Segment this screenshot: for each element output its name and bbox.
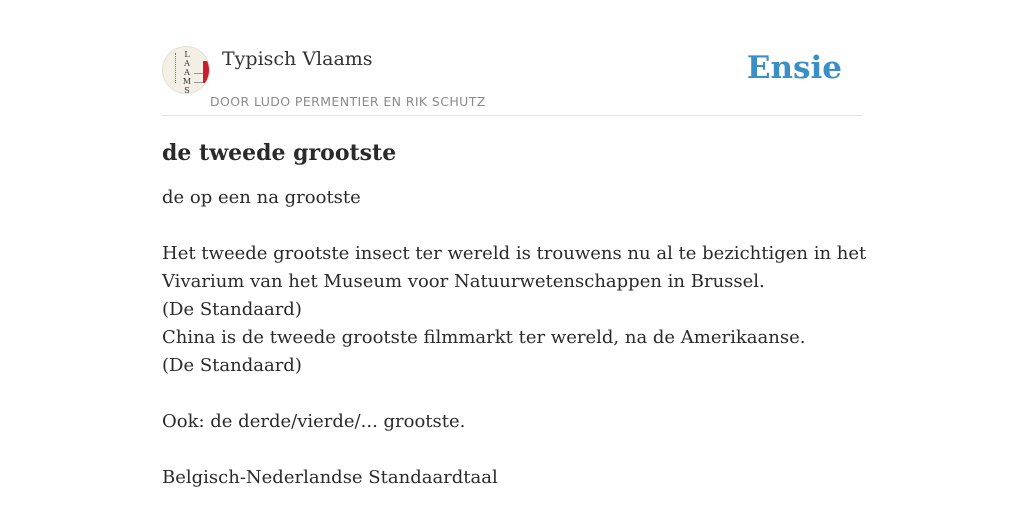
definition-line [162, 436, 862, 464]
definition-line: Belgisch-Nederlandse Standaardtaal [162, 467, 498, 488]
book-title-link[interactable]: Typisch Vlaams [222, 48, 373, 70]
cover-accent-bar [203, 61, 209, 83]
definition-line: de op een na grootste [162, 187, 361, 208]
entry-content [162, 140, 867, 492]
book-cover-image[interactable] [162, 46, 210, 94]
definition-line [162, 212, 862, 240]
page-header [162, 44, 862, 116]
entry-term: de tweede grootste [162, 140, 397, 166]
definition-line: China is de tweede grootste filmmarkt ter wereld, na de Amerikaanse. [162, 327, 806, 348]
definition-line: Het tweede grootste insect ter wereld is trouwens nu al te bezichtigen in het [162, 243, 867, 264]
definition-line: Vivarium van het Museum voor Natuurwetenschappen in Brussel. [162, 271, 765, 292]
book-authors: DOOR LUDO PERMENTIER EN RIK SCHUTZ [210, 94, 486, 109]
definition-line [162, 380, 862, 408]
entry-definition [162, 184, 867, 492]
definition-line: (De Standaard) [162, 299, 302, 320]
cover-decoration [194, 73, 203, 83]
definition-line: Ook: de derde/vierde/... grootste. [162, 411, 466, 432]
definition-line: (De Standaard) [162, 355, 302, 376]
cover-decoration [175, 53, 178, 83]
cover-letters: L A A M S [182, 50, 192, 94]
ensie-logo-link[interactable]: Ensie [746, 50, 842, 86]
